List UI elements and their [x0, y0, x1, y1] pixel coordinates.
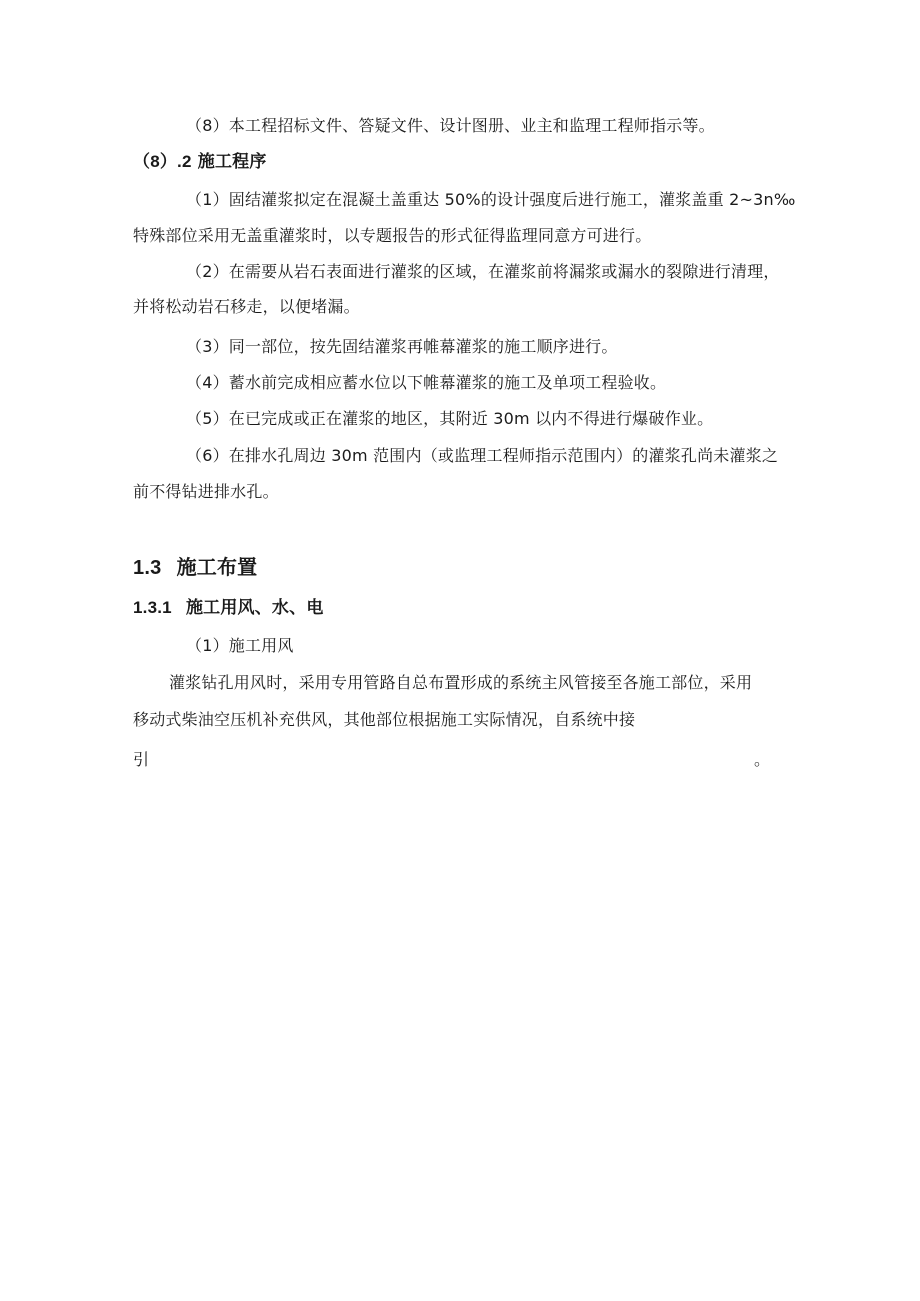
- wind-paragraph-line-3-start: 引: [133, 750, 150, 769]
- paragraph-item-3: （3）同一部位，按先固结灌浆再帷幕灌浆的施工顺序进行。: [186, 337, 618, 356]
- section-number: （8）.2: [133, 152, 192, 171]
- paragraph-item-8: （8）本工程招标文件、答疑文件、设计图册、业主和监理工程师指示等。: [186, 116, 715, 135]
- paragraph-item-6-line-2: 前不得钻进排水孔。: [133, 482, 279, 501]
- paragraph-item-5: （5）在已完成或正在灌浆的地区，其附近 30m 以内不得进行爆破作业。: [186, 409, 714, 428]
- section-title: 施工程序: [197, 152, 267, 172]
- paragraph-item-4: （4）蓄水前完成相应蓄水位以下帷幕灌浆的施工及单项工程验收。: [186, 373, 667, 392]
- wind-paragraph-line-1: 灌浆钻孔用风时，采用专用管路自总布置形成的系统主风管接至各施工部位，采用: [169, 673, 753, 692]
- paragraph-item-1-line-1: （1）固结灌浆拟定在混凝土盖重达 50%的设计强度后进行施工，灌浆盖重 2~3n‰: [186, 190, 796, 209]
- paragraph-item-1-line-2: 特殊部位采用无盖重灌浆时，以专题报告的形式征得监理同意方可进行。: [133, 226, 652, 245]
- section-heading-1-3: [133, 555, 257, 580]
- section-title: 施工布置: [176, 555, 258, 579]
- section-heading-1-3-1: [133, 598, 324, 618]
- wind-item-label: （1）施工用风: [186, 636, 294, 655]
- wind-paragraph-line-3-end: 。: [754, 750, 771, 769]
- section-title: 施工用风、水、电: [185, 598, 324, 618]
- paragraph-item-2-line-2: 并将松动岩石移走，以便堵漏。: [133, 297, 360, 316]
- wind-paragraph-line-2: 移动式柴油空压机补充供风，其他部位根据施工实际情况，自系统中接: [133, 710, 636, 729]
- paragraph-item-6-line-1: （6）在排水孔周边 30m 范围内（或监理工程师指示范围内）的灌浆孔尚未灌浆之: [186, 446, 779, 465]
- section-number: 1.3: [133, 557, 162, 579]
- section-heading-8-2: [133, 152, 267, 172]
- paragraph-item-2-line-1: （2）在需要从岩石表面进行灌浆的区域，在灌浆前将漏浆或漏水的裂隙进行清理，: [186, 262, 780, 281]
- section-number: 1.3.1: [133, 598, 172, 617]
